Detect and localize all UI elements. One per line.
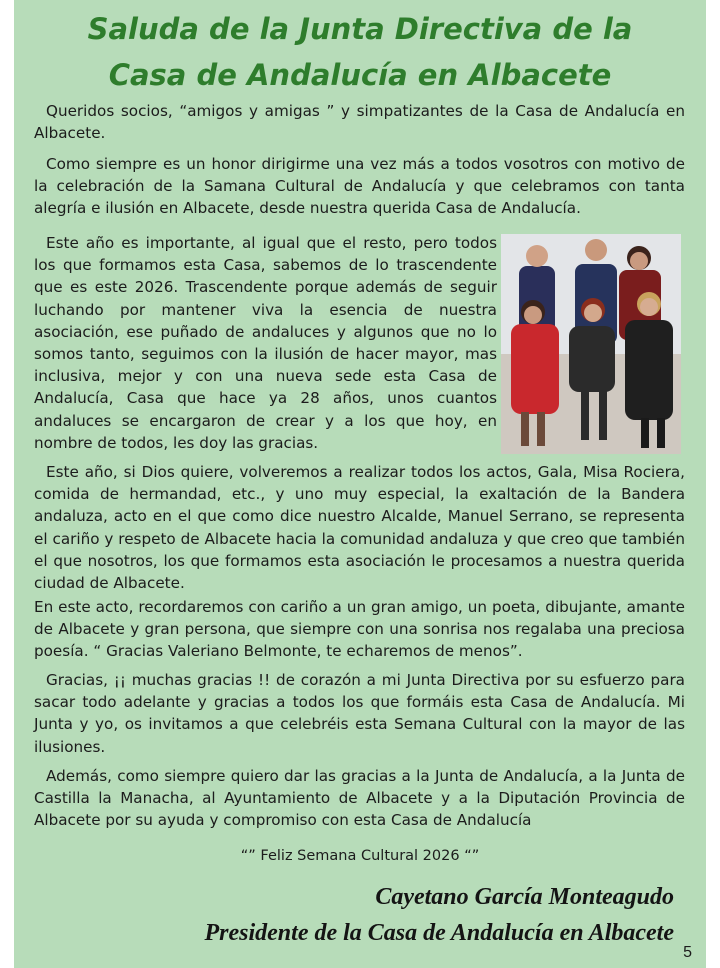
group-photo-illustration (501, 234, 681, 454)
title-line-2: Casa de Andalucía en Albacete (108, 58, 612, 92)
paragraph-events: Este año, si Dios quiere, volveremos a realizar todos los actos, Gala, Misa Rociera, comida de hermandad, etc., y uno muy especial, la exaltación de la Bandera andaluza, acto en el que como dice nuestro Alcalde, Manuel Serrano, se representa el cariño y respeto de Albacete hacia la comunidad andaluza y que creo que también el que nosotros, los que formamos esta asociación le procesamos a nuestra querida ciudad de Albacete. (34, 463, 685, 593)
page-title (14, 6, 706, 98)
paragraph-greeting: Queridos socios, “amigos y amigas ” y simpatizantes de la Casa de Andalucía en Albacete. (34, 102, 685, 143)
paragraph-institutions: Además, como siempre quiero dar las gracias a la Junta de Andalucía, a la Junta de Castilla la Manacha, al Ayuntamiento de Albacete y a la Diputación Provincia de Albacete por su ayuda y compromiso con esta Casa de Andalucía (34, 767, 685, 830)
title-line-1: Saluda de la Junta Directiva de la (87, 12, 633, 46)
paragraph-important-year: Este año es importante, al igual que el resto, pero todos los que formamos esta Casa, sabemos de lo trascendente que es este 2026. Trascendente porque además de seguir luchando por mantener viva la esencia de nuestra asociación, ese puñado de andaluces y algunos que no lo somos tanto, seguimos con la ilusión de hacer mayor, mas inclusiva, mejor y con una nueva sede esta Casa de Andalucía, Casa que hace ya 28 años, unos cuantos andaluces se encargaron de crear y a los que hoy, en nombre de todos, les doy las gracias. (34, 234, 497, 452)
document-page (14, 0, 706, 968)
paragraph-thanks: Gracias, ¡¡ muchas gracias !! de corazón a mi Junta Directiva por su esfuerzo para sacar todo adelante y gracias a todos los que formáis esta Casa de Andalucía. Mi Junta y yo, os invitamos a que celebréis esta Semana Cultural con la mayor de las ilusiones. (34, 671, 685, 756)
group-photo (501, 234, 681, 454)
signature-name: Cayetano García Monteagudo (375, 884, 674, 910)
paragraph-honor: Como siempre es un honor dirigirme una vez más a todos vosotros con motivo de la celebración de la Samana Cultural de Andalucía y que celebramos con tanta alegría e ilusión en Albacete, desde nuestra querida Casa de Andalucía. (34, 155, 685, 218)
page-number: 5 (683, 944, 692, 961)
signature-role: Presidente de la Casa de Andalucía en Albacete (204, 920, 674, 946)
paragraph-tribute: En este acto, recordaremos con cariño a un gran amigo, un poeta, dibujante, amante de Albacete y gran persona, que siempre con una sonrisa nos regalaba una preciosa poesía. “ Gracias Valeriano Belmonte, te echaremos de menos”. (34, 598, 685, 661)
closing-line: “” Feliz Semana Cultural 2026 “” (240, 848, 480, 864)
